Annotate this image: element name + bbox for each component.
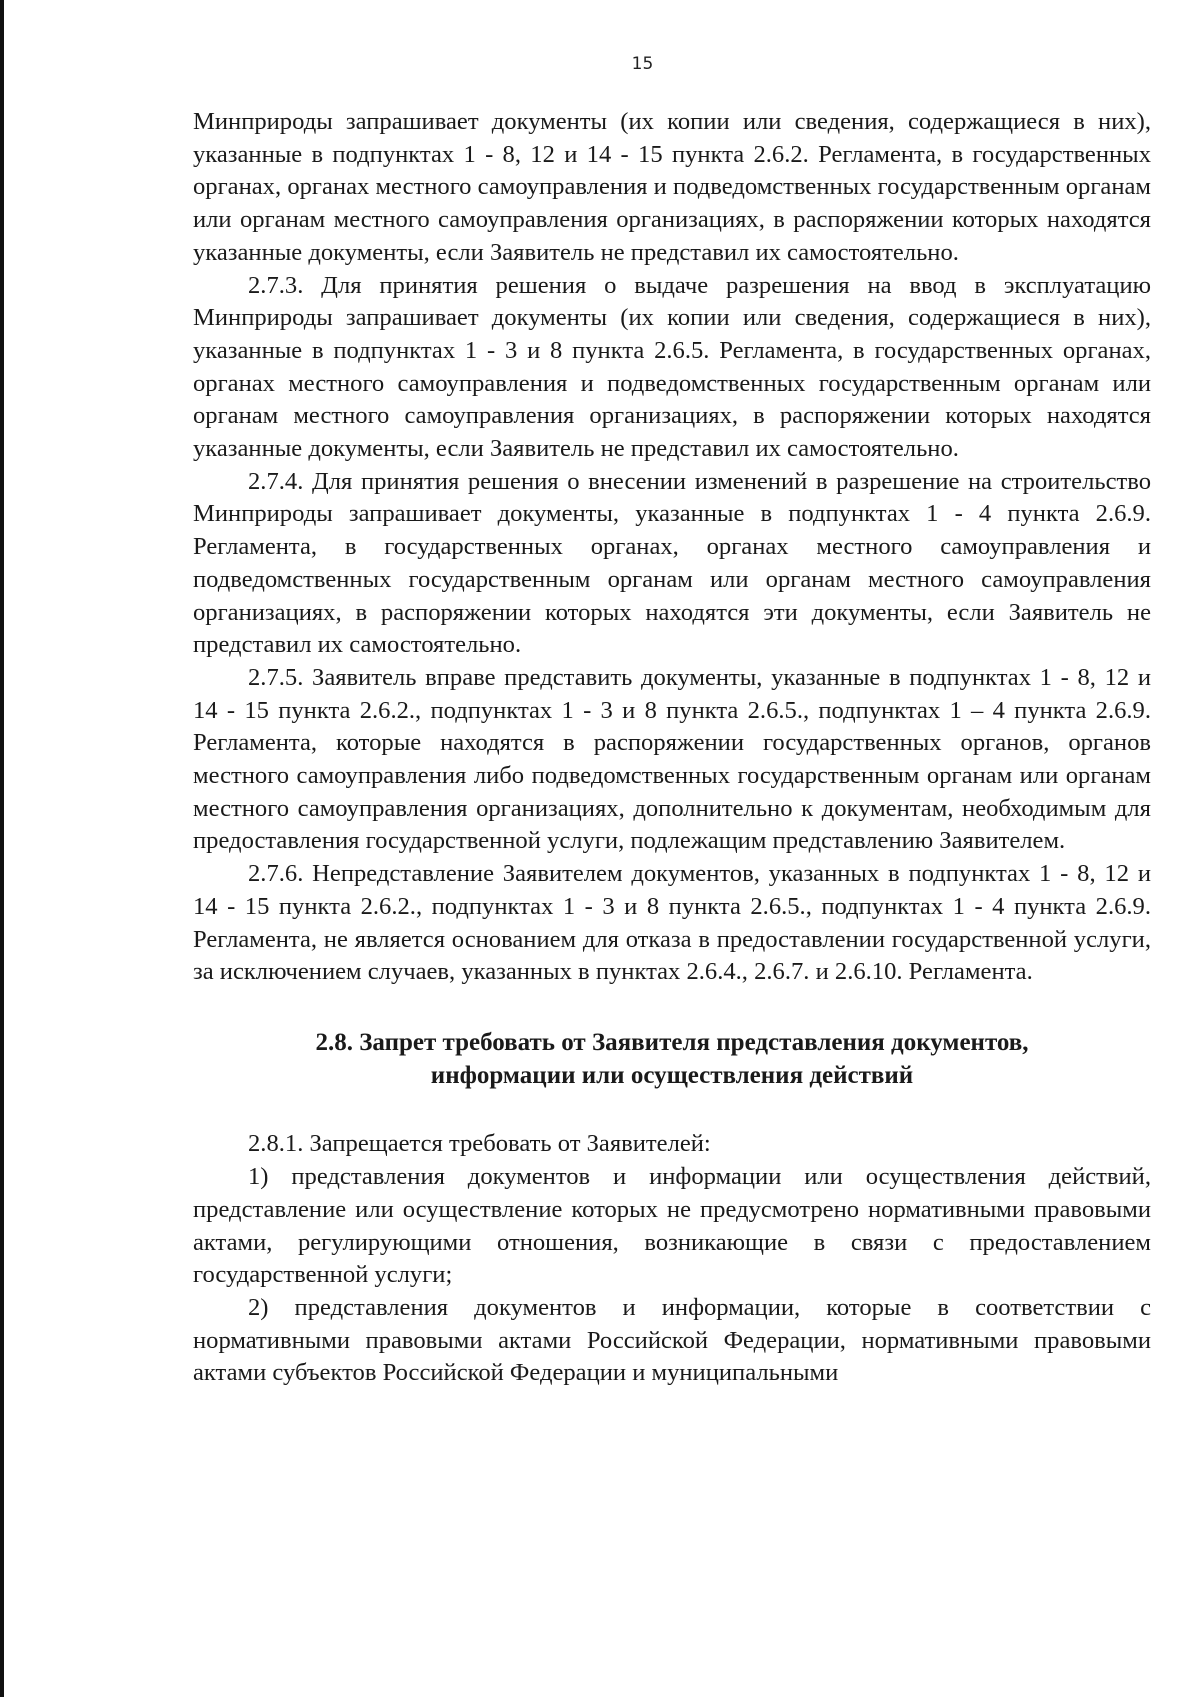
- paragraph-2-7-6: 2.7.6. Непредставление Заявителем документов, указанных в подпунктах 1 - 8, 12 и 14 - 15 пункта 2.6.2., подпунктах 1 - 3 и 8 пункта 2.6.5., подпунктах 1 - 4 пункта 2.6.9. Регламента, не является основанием для отказа в предоставлении государственной услуги, за исключением случаев, указанных в пунктах 2.6.4., 2.6.7. и 2.6.10. Регламента.: [193, 860, 1151, 986]
- paragraph-2-7-5: 2.7.5. Заявитель вправе представить документы, указанные в подпунктах 1 - 8, 12 и 14 - 15 пункта 2.6.2., подпунктах 1 - 3 и 8 пункта 2.6.5., подпунктах 1 – 4 пункта 2.6.9. Регламента, которые находятся в распоряжении государственных органов, органов местного самоуправления либо подведомственных государственным органам или органам местного самоуправления организациях, дополнительно к документам, необходимым для предоставления государственной услуги, подлежащим представлению Заявителем.: [193, 663, 1151, 855]
- paragraph-2-8-1: 2.8.1. Запрещается требовать от Заявителей:: [248, 1130, 711, 1158]
- page-number: 15: [631, 54, 654, 74]
- paragraph-continuation: Минприроды запрашивает документы (их копии или сведения, содержащиеся в них), указанные в подпунктах 1 - 8, 12 и 14 - 15 пункта 2.6.2. Регламента, в государственных органах, органах местного самоуправления и подведомственных государственным органам или органам местного самоуправления организациях, в распоряжении которых находятся указанные документы, если Заявитель не представил их самостоятельно.: [193, 108, 1151, 266]
- paragraph-2-7-4: 2.7.4. Для принятия решения о внесении изменений в разрешение на строительство Минприроды запрашивает документы, указанные в подпунктах 1 - 4 пункта 2.6.9. Регламента, в государственных органах, органах местного самоуправления и подведомственных государственным органам или органам местного самоуправления организациях, в распоряжении которых находятся эти документы, если Заявитель не представил их самостоятельно.: [193, 467, 1151, 659]
- section-heading-line-1: 2.8. Запрет требовать от Заявителя представления документов,: [315, 1028, 1029, 1056]
- paragraph-2-7-3: 2.7.3. Для принятия решения о выдаче разрешения на ввод в эксплуатацию Минприроды запрашивает документы (их копии или сведения, содержащиеся в них), указанные в подпунктах 1 - 3 и 8 пункта 2.6.5. Регламента, в государственных органах, органах местного самоуправления и подведомственных государственным органам или органам местного самоуправления организациях, в распоряжении которых находятся указанные документы, если Заявитель не представил их самостоятельно.: [193, 271, 1151, 463]
- list-item-1: 1) представления документов и информации или осуществления действий, представление или осуществление которых не предусмотрено нормативными правовыми актами, регулирующими отношения, возникающие в связи с предоставлением государственной услуги;: [193, 1163, 1151, 1289]
- document-body: [193, 106, 1151, 1390]
- section-heading-line-2: информации или осуществления действий: [430, 1061, 914, 1089]
- list-item-2: 2) представления документов и информации, которые в соответствии с нормативными правовыми актами Российской Федерации, нормативными правовыми актами субъектов Российской Федерации и муниципальными: [193, 1293, 1151, 1387]
- section-heading-2-8: [193, 1027, 1151, 1092]
- scan-left-edge: [0, 0, 4, 1697]
